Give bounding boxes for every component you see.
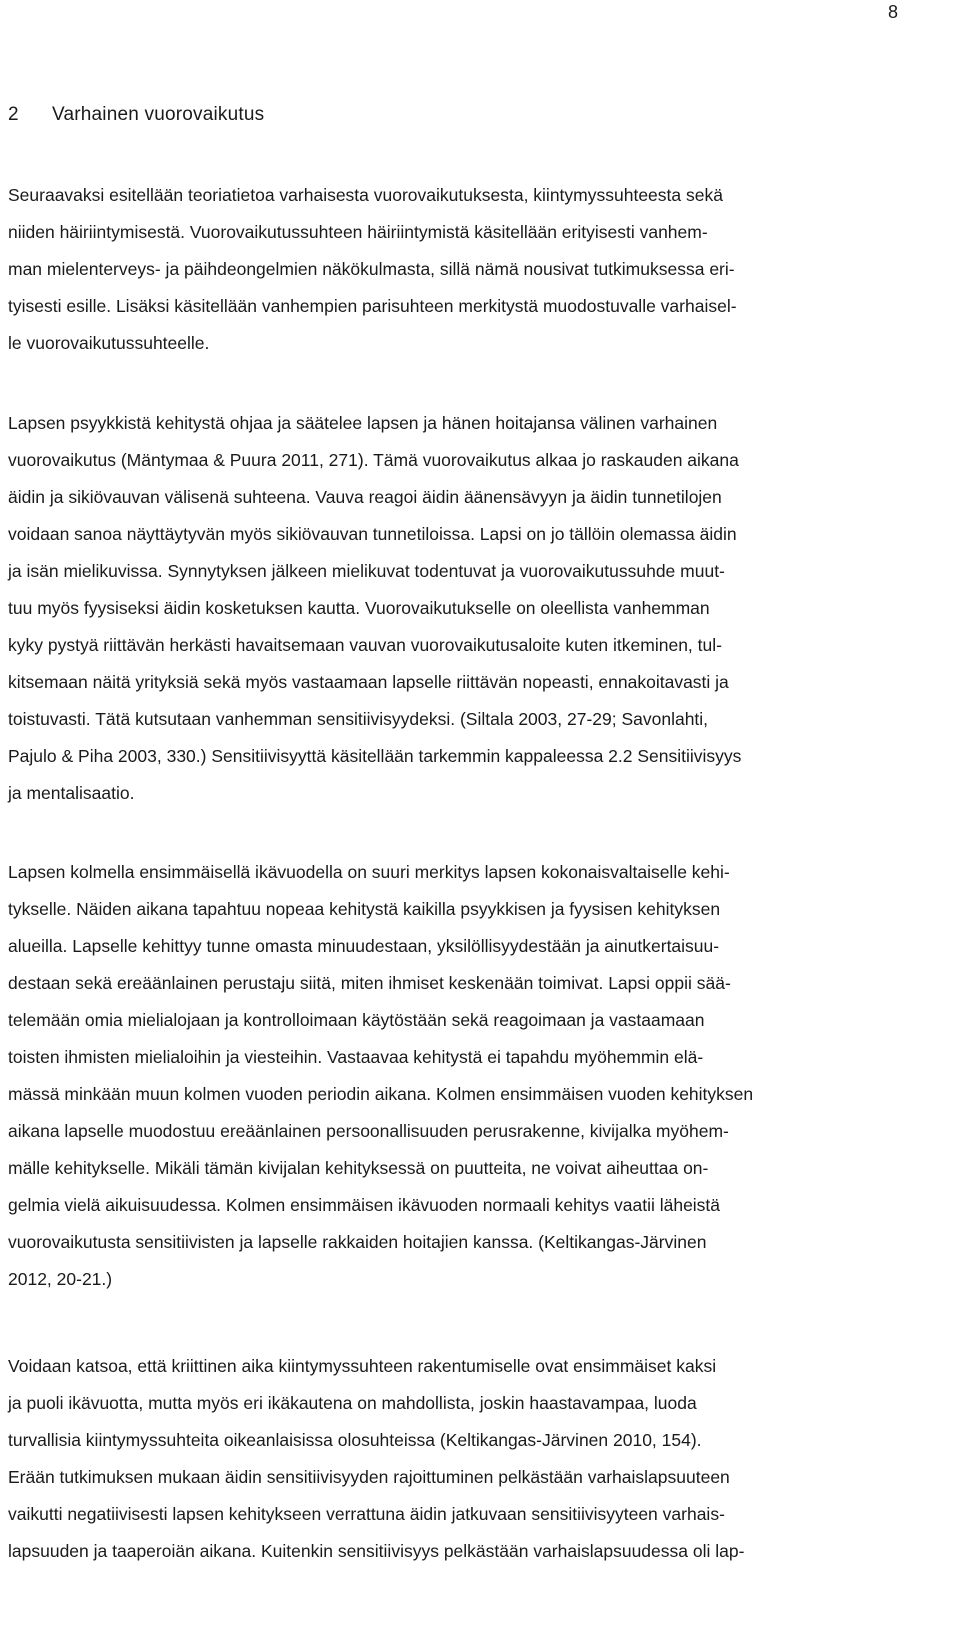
text-line: niiden häiriintymisestä. Vuorovaikutussuhteen häiriintymistä käsitellään erityisesti vanhem-: [8, 222, 708, 242]
paragraph: [8, 405, 928, 812]
text-line: tykselle. Näiden aikana tapahtuu nopeaa kehitystä kaikilla psyykkisen ja fyysisen kehityksen: [8, 899, 721, 919]
text-line: ja isän mielikuvissa. Synnytyksen jälkeen mielikuvat todentuvat ja vuorovaikutussuhde muut-: [8, 561, 725, 581]
section-title: Varhainen vuorovaikutus: [52, 104, 265, 125]
text-line: ja mentalisaatio.: [8, 783, 135, 803]
text-line: äidin ja sikiövauvan välisenä suhteena. Vauva reagoi äidin äänensävyyn ja äidin tunnetilojen: [8, 487, 722, 507]
text-line: kyky pystyä riittävän herkästi havaitsemaan vauvan vuorovaikutusaloite kuten itkeminen, tul-: [8, 635, 722, 655]
text-line: aikana lapselle muodostuu ereäänlainen persoonallisuuden perusrakenne, kivijalka myöhem-: [8, 1121, 729, 1141]
text-line: Erään tutkimuksen mukaan äidin sensitiivisyyden rajoittuminen pelkästään varhaislapsuuteen: [8, 1467, 730, 1487]
text-line: le vuorovaikutussuhteelle.: [8, 333, 210, 353]
text-line: vuorovaikutusta sensitiivisten ja lapselle rakkaiden hoitajien kanssa. (Keltikangas-Järvinen: [8, 1232, 707, 1252]
text-line: Pajulo & Piha 2003, 330.) Sensitiivisyyttä käsitellään tarkemmin kappaleessa 2.2 Sensitiivisyys: [8, 746, 742, 766]
text-line: mälle kehitykselle. Mikäli tämän kivijalan kehityksessä on puutteita, ne voivat aiheuttaa on-: [8, 1158, 709, 1178]
text-line: 2012, 20-21.): [8, 1269, 113, 1289]
text-line: toistuvasti. Tätä kutsutaan vanhemman sensitiivisyydeksi. (Siltala 2003, 27-29; Savonlahti,: [8, 709, 709, 729]
text-line: Voidaan katsoa, että kriittinen aika kiintymyssuhteen rakentumiselle ovat ensimmäiset kaksi: [8, 1356, 717, 1376]
text-line: telemään omia mielialojaan ja kontrolloimaan käytöstään sekä reagoimaan ja vastaamaan: [8, 1010, 705, 1030]
paragraph: [8, 1348, 928, 1570]
text-line: kitsemaan näitä yrityksiä sekä myös vastaamaan lapselle riittävän nopeasti, ennakoitavasti ja: [8, 672, 729, 692]
text-line: tuu myös fyysiseksi äidin kosketuksen kautta. Vuorovaikutukselle on oleellista vanhemman: [8, 598, 710, 618]
text-line: gelmia vielä aikuisuudessa. Kolmen ensimmäisen ikävuoden normaali kehitys vaatii läheistä: [8, 1195, 721, 1215]
text-line: vuorovaikutus (Mäntymaa & Puura 2011, 271). Tämä vuorovaikutus alkaa jo raskauden aikana: [8, 450, 739, 470]
text-line: destaan sekä ereäänlainen perustaju siitä, miten ihmiset keskenään toimivat. Lapsi oppii sää-: [8, 973, 731, 993]
text-line: turvallisia kiintymyssuhteita oikeanlaisissa olosuhteissa (Keltikangas-Järvinen 2010, 154).: [8, 1430, 702, 1450]
page-number: 8: [888, 2, 899, 22]
section-number: 2: [8, 104, 19, 125]
text-line: ja puoli ikävuotta, mutta myös eri ikäkautena on mahdollista, joskin haastavampaa, luoda: [8, 1393, 697, 1413]
paragraph: [8, 177, 928, 362]
text-line: mässä minkään muun kolmen vuoden periodin aikana. Kolmen ensimmäisen vuoden kehityksen: [8, 1084, 754, 1104]
text-line: Seuraavaksi esitellään teoriatietoa varhaisesta vuorovaikutuksesta, kiintymyssuhteesta sekä: [8, 185, 723, 205]
text-line: man mielenterveys- ja päihdeongelmien näkökulmasta, sillä nämä nousivat tutkimuksessa eri-: [8, 259, 735, 279]
text-line: tyisesti esille. Lisäksi käsitellään vanhempien parisuhteen merkitystä muodostuvalle varhaisel-: [8, 296, 737, 316]
text-line: voidaan sanoa näyttäytyvän myös sikiövauvan tunnetiloissa. Lapsi on jo tällöin olemassa äidin: [8, 524, 737, 544]
section-heading: [8, 104, 264, 126]
text-line: alueilla. Lapselle kehittyy tunne omasta minuudestaan, yksilöllisyydestään ja ainutkertaisuu-: [8, 936, 720, 956]
text-line: lapsuuden ja taaperoiän aikana. Kuitenkin sensitiivisyys pelkästään varhaislapsuudessa oli lap-: [8, 1541, 745, 1561]
text-line: vaikutti negatiivisesti lapsen kehitykseen verrattuna äidin jatkuvaan sensitiivisyyteen varhais-: [8, 1504, 725, 1524]
text-line: toisten ihmisten mielialoihin ja viesteihin. Vastaavaa kehitystä ei tapahdu myöhemmin elä-: [8, 1047, 704, 1067]
text-line: Lapsen psyykkistä kehitystä ohjaa ja säätelee lapsen ja hänen hoitajansa välinen varhainen: [8, 413, 718, 433]
paragraph: [8, 854, 928, 1298]
text-line: Lapsen kolmella ensimmäisellä ikävuodella on suuri merkitys lapsen kokonaisvaltaiselle kehi-: [8, 862, 730, 882]
